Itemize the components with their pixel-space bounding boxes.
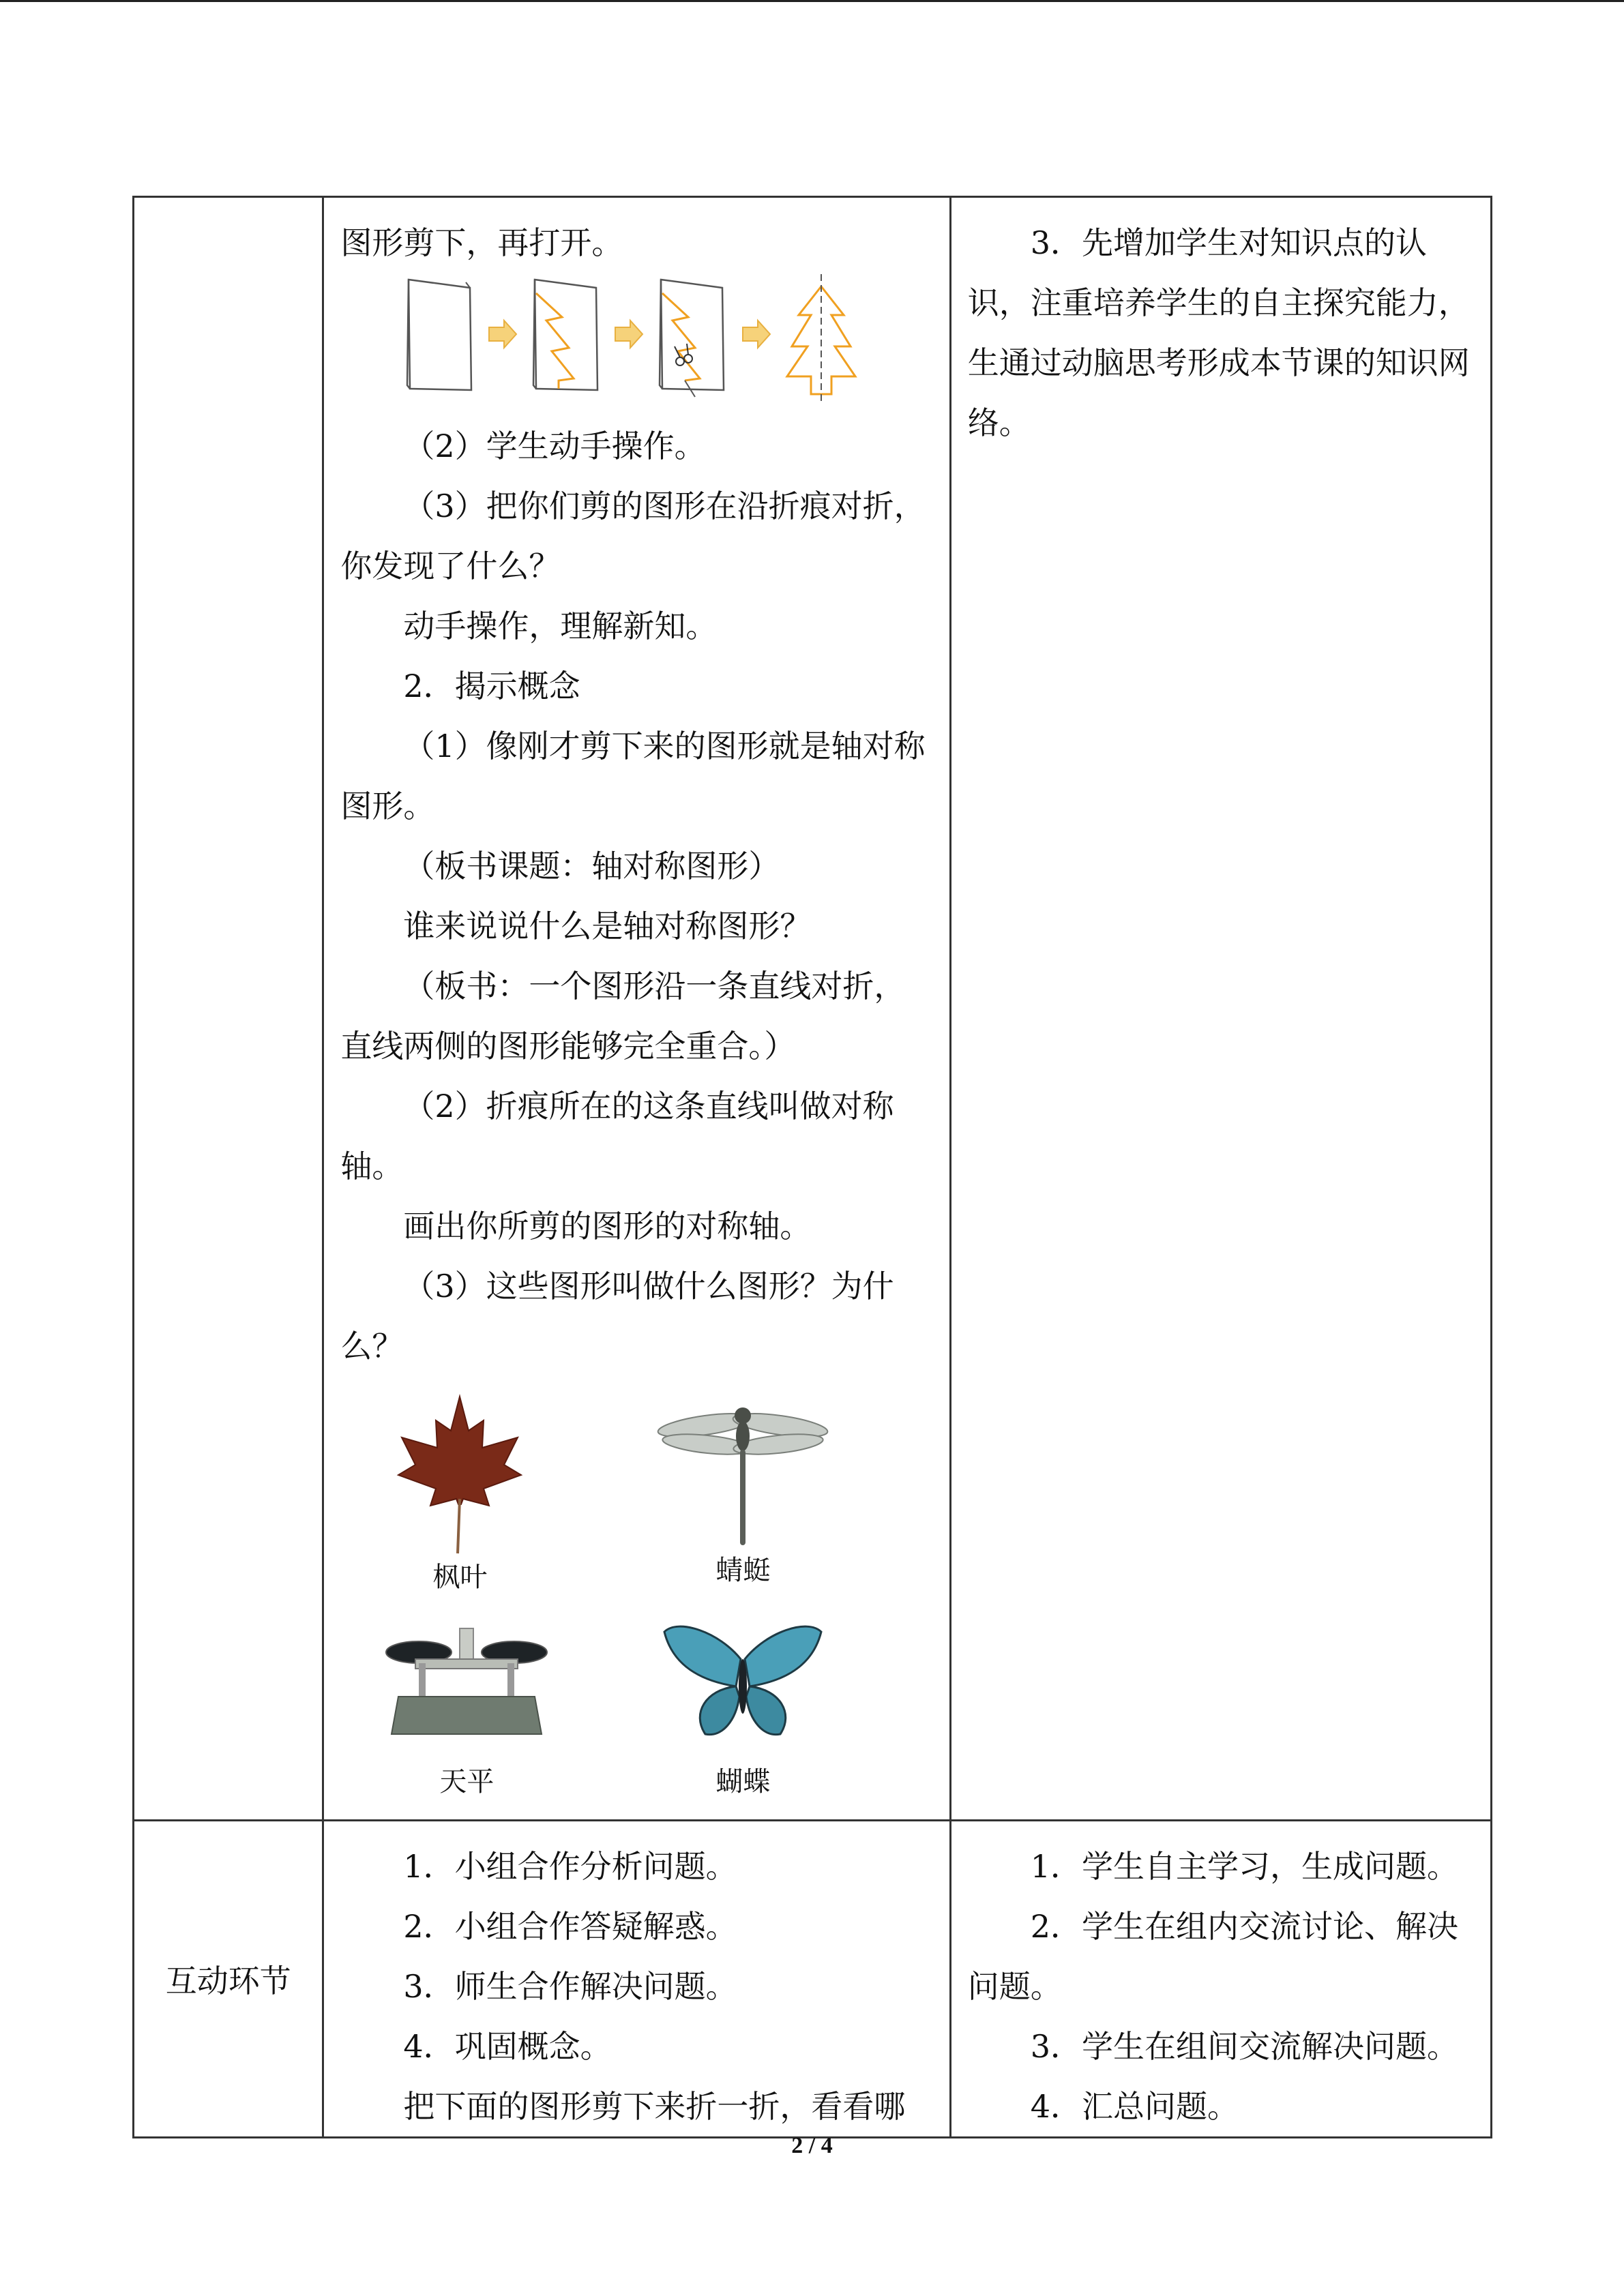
text-line: （板书：一个图形沿一条直线对折，直线两侧的图形能够完全重合。） xyxy=(340,968,906,1064)
dragonfly-icon xyxy=(654,1390,831,1560)
text-line: 图形剪下，再打开。 xyxy=(340,224,623,261)
folded-paper-step-1 xyxy=(407,280,471,390)
text-line: （1）像刚才剪下来的图形就是轴对称图形。 xyxy=(340,728,926,824)
folded-paper-step-3-cut xyxy=(660,280,724,397)
text-line: 3．师生合作解决问题。 xyxy=(403,1968,737,2005)
picture-caption: 枫叶 xyxy=(432,1562,488,1593)
design-intent-cell xyxy=(950,1821,1491,2138)
picture-caption: 蜻蜓 xyxy=(715,1555,771,1586)
text-line: 4．汇总问题。 xyxy=(1030,2088,1239,2125)
text-line: 2．揭示概念 xyxy=(403,668,580,704)
row-label-interaction: 互动环节 xyxy=(134,1821,323,2138)
text-line: 2．小组合作答疑解惑。 xyxy=(403,1908,737,1945)
text-line: （2）折痕所在的这条直线叫做对称轴。 xyxy=(340,1088,894,1184)
text-line: 1．小组合作分析问题。 xyxy=(403,1848,737,1885)
dragonfly-picture xyxy=(654,1390,831,1594)
text-line: （板书课题：轴对称图形） xyxy=(403,848,780,884)
text-line: （3）把你们剪的图形在沿折痕对折，你发现了什么？ xyxy=(340,488,926,584)
top-rule xyxy=(0,0,1624,2)
table-row xyxy=(134,1821,1492,2138)
symmetric-pictures xyxy=(340,1383,934,1819)
arrow-icon-1 xyxy=(489,320,516,348)
lesson-plan-table xyxy=(132,196,1492,2138)
paper-cutting-steps-svg xyxy=(395,273,886,406)
arrow-icon-3 xyxy=(743,320,770,348)
maple-leaf-icon xyxy=(381,1390,538,1560)
text-line: （3）这些图形叫做什么图形？为什么？ xyxy=(340,1268,894,1365)
text-line: 动手操作，理解新知。 xyxy=(403,608,718,644)
picture-caption: 蝴蝶 xyxy=(715,1766,771,1798)
butterfly-icon xyxy=(658,1618,828,1775)
arrow-icon-2 xyxy=(615,320,643,348)
text-line: 2．学生在组内交流讨论、解决问题。 xyxy=(967,1908,1459,2005)
opened-tree-shape xyxy=(787,274,855,405)
folded-paper-step-2-drawn xyxy=(533,280,597,390)
text-line: （2）学生动手操作。 xyxy=(403,428,706,464)
text-line: 1．学生自主学习，生成问题。 xyxy=(1030,1848,1459,1885)
balance-scale-icon xyxy=(381,1618,552,1775)
design-intent-cell xyxy=(950,197,1491,1821)
text-line: 把下面的图形剪下来折一折，看看哪 xyxy=(403,2088,906,2125)
balance-picture xyxy=(381,1618,552,1816)
text-line: 画出你所剪的图形的对称轴。 xyxy=(403,1208,812,1244)
paper-cutting-steps-figure xyxy=(340,273,934,406)
text-line: 4．巩固概念。 xyxy=(403,2028,612,2065)
activity-cell xyxy=(323,197,950,1821)
maple-leaf-picture xyxy=(381,1390,538,1594)
text-line: 3．学生在组间交流解决问题。 xyxy=(1030,2028,1459,2065)
page-number: 2 / 4 xyxy=(791,2133,833,2158)
table-row xyxy=(134,197,1492,1821)
text-line: 谁来说说什么是轴对称图形？ xyxy=(403,908,812,944)
picture-caption: 天平 xyxy=(439,1766,494,1798)
text-line: 3．先增加学生对知识点的认识，注重培养学生的自主探究能力，生通过动脑思考形成本节课的知识网络。 xyxy=(967,224,1470,441)
activity-cell xyxy=(323,1821,950,2138)
butterfly-picture xyxy=(658,1618,828,1816)
row-label-cell-empty xyxy=(134,197,323,1821)
